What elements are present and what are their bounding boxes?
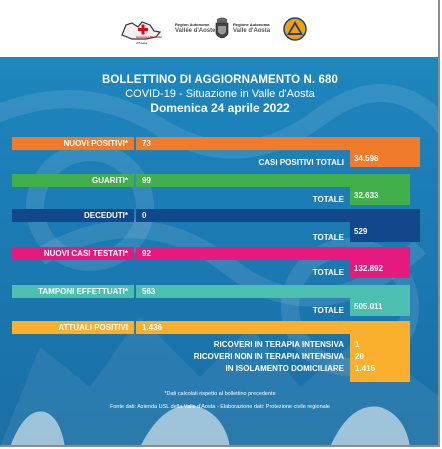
nuovi-positivi-value: 73 <box>136 137 420 150</box>
bulletin-subtitle: COVID-19 - Situazione in Valle d'Aosta <box>125 88 315 100</box>
tamponi-effettuati-value: 563 <box>136 285 410 298</box>
attuali-positivi-value: 1.436 <box>136 321 410 334</box>
tamponi-effettuati-label: TAMPONI EFFETTUATI* <box>12 285 134 298</box>
nuovi-casi-testati-value: 92 <box>136 247 410 260</box>
deceduti-totale-label: TOTALE <box>312 233 344 242</box>
guariti-totale-value: 32.633 <box>350 187 410 205</box>
bulletin-title: BOLLETTINO DI AGGIORNAMENTO N. 680 <box>102 74 338 86</box>
casi-testati-totale-label: TOTALE <box>312 268 344 277</box>
non-terapia-intensiva-value: 20 <box>355 352 364 361</box>
region-logo-2-line2: Valle d'Aosta <box>233 28 271 34</box>
casi-positivi-totali-label: CASI POSITIVI TOTALI <box>258 158 344 167</box>
region-logo-1-line2: Vallée d'Aoste <box>175 28 216 34</box>
casi-positivi-totali-value: 34.598 <box>350 150 420 167</box>
deceduti-value: 0 <box>136 209 420 222</box>
nuovi-casi-testati-label: NUOVI CASI TESTATI* <box>12 247 134 260</box>
guariti-value: 99 <box>136 174 410 187</box>
tamponi-totale-label: TOTALE <box>312 306 344 315</box>
deceduti-label: DECEDUTI* <box>12 209 134 222</box>
ausl-logo-label: Azienda USL Valle d'Aosta <box>136 35 162 45</box>
data-source: Fonte dati: Azienda USL della Valle d'Aosta - Elaborazione dati: Protezione civile regionale <box>110 404 330 410</box>
nuovi-positivi-label: NUOVI POSITIVI* <box>12 137 134 150</box>
guariti-totale-label: TOTALE <box>312 195 344 204</box>
terapia-intensiva-value: 1 <box>355 340 360 349</box>
attuali-positivi-label: ATTUALI POSITIVI <box>12 321 134 334</box>
region-logo-1-line1: Région Autonome <box>175 22 210 27</box>
isolamento-domiciliare-label: IN ISOLAMENTO DOMICILIARE <box>225 364 344 373</box>
terapia-intensiva-label: RICOVERI IN TERAPIA INTENSIVA <box>213 340 344 349</box>
non-terapia-intensiva-label: RICOVERI NON IN TERAPIA INTENSIVA <box>193 352 344 361</box>
isolamento-domiciliare-value: 1.415 <box>355 364 376 373</box>
deceduti-totale-value: 529 <box>350 222 420 242</box>
guariti-label: GUARITI* <box>12 174 134 187</box>
region-logo-2-line1: Regione Autonoma <box>233 22 270 27</box>
casi-testati-totale-value: 132.892 <box>350 260 410 278</box>
footnote: *Dati calcolati rispetto al bollettino precedente <box>164 391 276 397</box>
bulletin-date: Domenica 24 aprile 2022 <box>150 101 290 115</box>
tamponi-totale-value: 505.011 <box>350 298 410 316</box>
